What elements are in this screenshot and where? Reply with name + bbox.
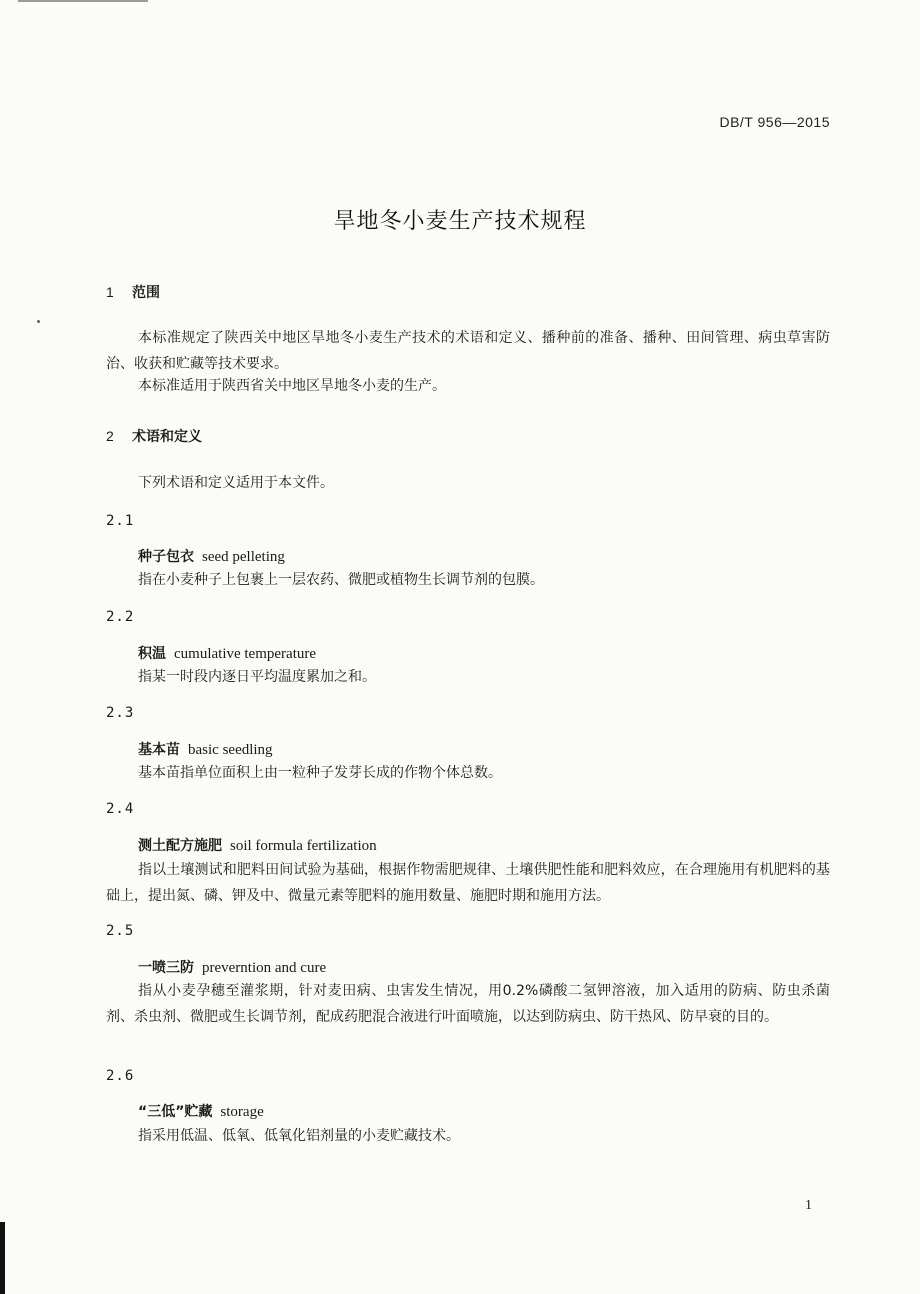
term-zh: 种子包衣: [138, 549, 194, 565]
standard-code: DB/T 956—2015: [719, 114, 830, 130]
section-title: 范围: [132, 285, 160, 301]
term-zh: 一喷三防: [138, 960, 194, 976]
term-number: 2.4: [106, 801, 135, 817]
term-definition: 基本苗指单位面积上由一粒种子发芽长成的作物个体总数。: [138, 765, 502, 781]
section-number: 2: [106, 428, 114, 444]
page-number: 1: [805, 1198, 812, 1213]
term-definition: 指以土壤测试和肥料田间试验为基础，根据作物需肥规律、土壤供肥性能和肥料效应，在合理施用有机肥料的基础上，提出氮、磷、钾及中、微量元素等肥料的施用数量、施肥时期和施用方法。: [106, 862, 830, 904]
section-title: 术语和定义: [132, 429, 202, 445]
term-en: seed pelleting: [202, 549, 285, 565]
term-heading: [138, 1099, 264, 1125]
term-number: 2.1: [106, 513, 135, 529]
section-heading-terms: [106, 423, 202, 450]
scope-paragraph-2: 本标准适用于陕西省关中地区旱地冬小麦的生产。: [138, 378, 446, 394]
term-definition: 指在小麦种子上包裹上一层农药、微肥或植物生长调节剂的包膜。: [138, 572, 544, 588]
document-title: 旱地冬小麦生产技术规程: [333, 209, 587, 234]
term-zh: 基本苗: [138, 742, 180, 758]
section-number: 1: [106, 284, 114, 300]
scan-speck: [37, 320, 40, 323]
term-definition: 指采用低温、低氧、低氧化铝剂量的小麦贮藏技术。: [138, 1128, 460, 1144]
term-en: basic seedling: [188, 742, 273, 758]
term-number: 2.5: [106, 923, 135, 939]
term-zh: “三低”贮藏: [138, 1104, 213, 1120]
term-heading: [138, 833, 377, 859]
scope-paragraph-1: 本标准规定了陕西关中地区旱地冬小麦生产技术的术语和定义、播种前的准备、播种、田间管理、病虫草害防治、收获和贮藏等技术要求。: [106, 330, 830, 372]
term-number: 2.3: [106, 705, 135, 721]
section-heading-scope: [106, 279, 160, 306]
term-en: storage: [220, 1104, 264, 1120]
term-definition: 指某一时段内逐日平均温度累加之和。: [138, 669, 376, 685]
term-number: 2.2: [106, 609, 135, 625]
term-zh: 测土配方施肥: [138, 838, 222, 854]
term-number: 2.6: [106, 1068, 135, 1084]
term-en: soil formula fertilization: [230, 838, 377, 854]
scan-artifact-left-bar: [0, 1222, 5, 1294]
term-en: preverntion and cure: [202, 960, 327, 976]
scan-artifact-top-line: [18, 0, 148, 2]
term-definition: 指从小麦孕穗至灌浆期，针对麦田病、虫害发生情况，用0.2%磷酸二氢钾溶液，加入适用的防病、防虫杀菌剂、杀虫剂、微肥或生长调节剂，配成药肥混合液进行叶面喷施，以达到防病虫、防干热风、防早衰的目的。: [106, 983, 830, 1025]
term-en: cumulative temperature: [174, 646, 317, 662]
terms-intro: 下列术语和定义适用于本文件。: [138, 475, 334, 491]
term-zh: 积温: [138, 646, 166, 662]
